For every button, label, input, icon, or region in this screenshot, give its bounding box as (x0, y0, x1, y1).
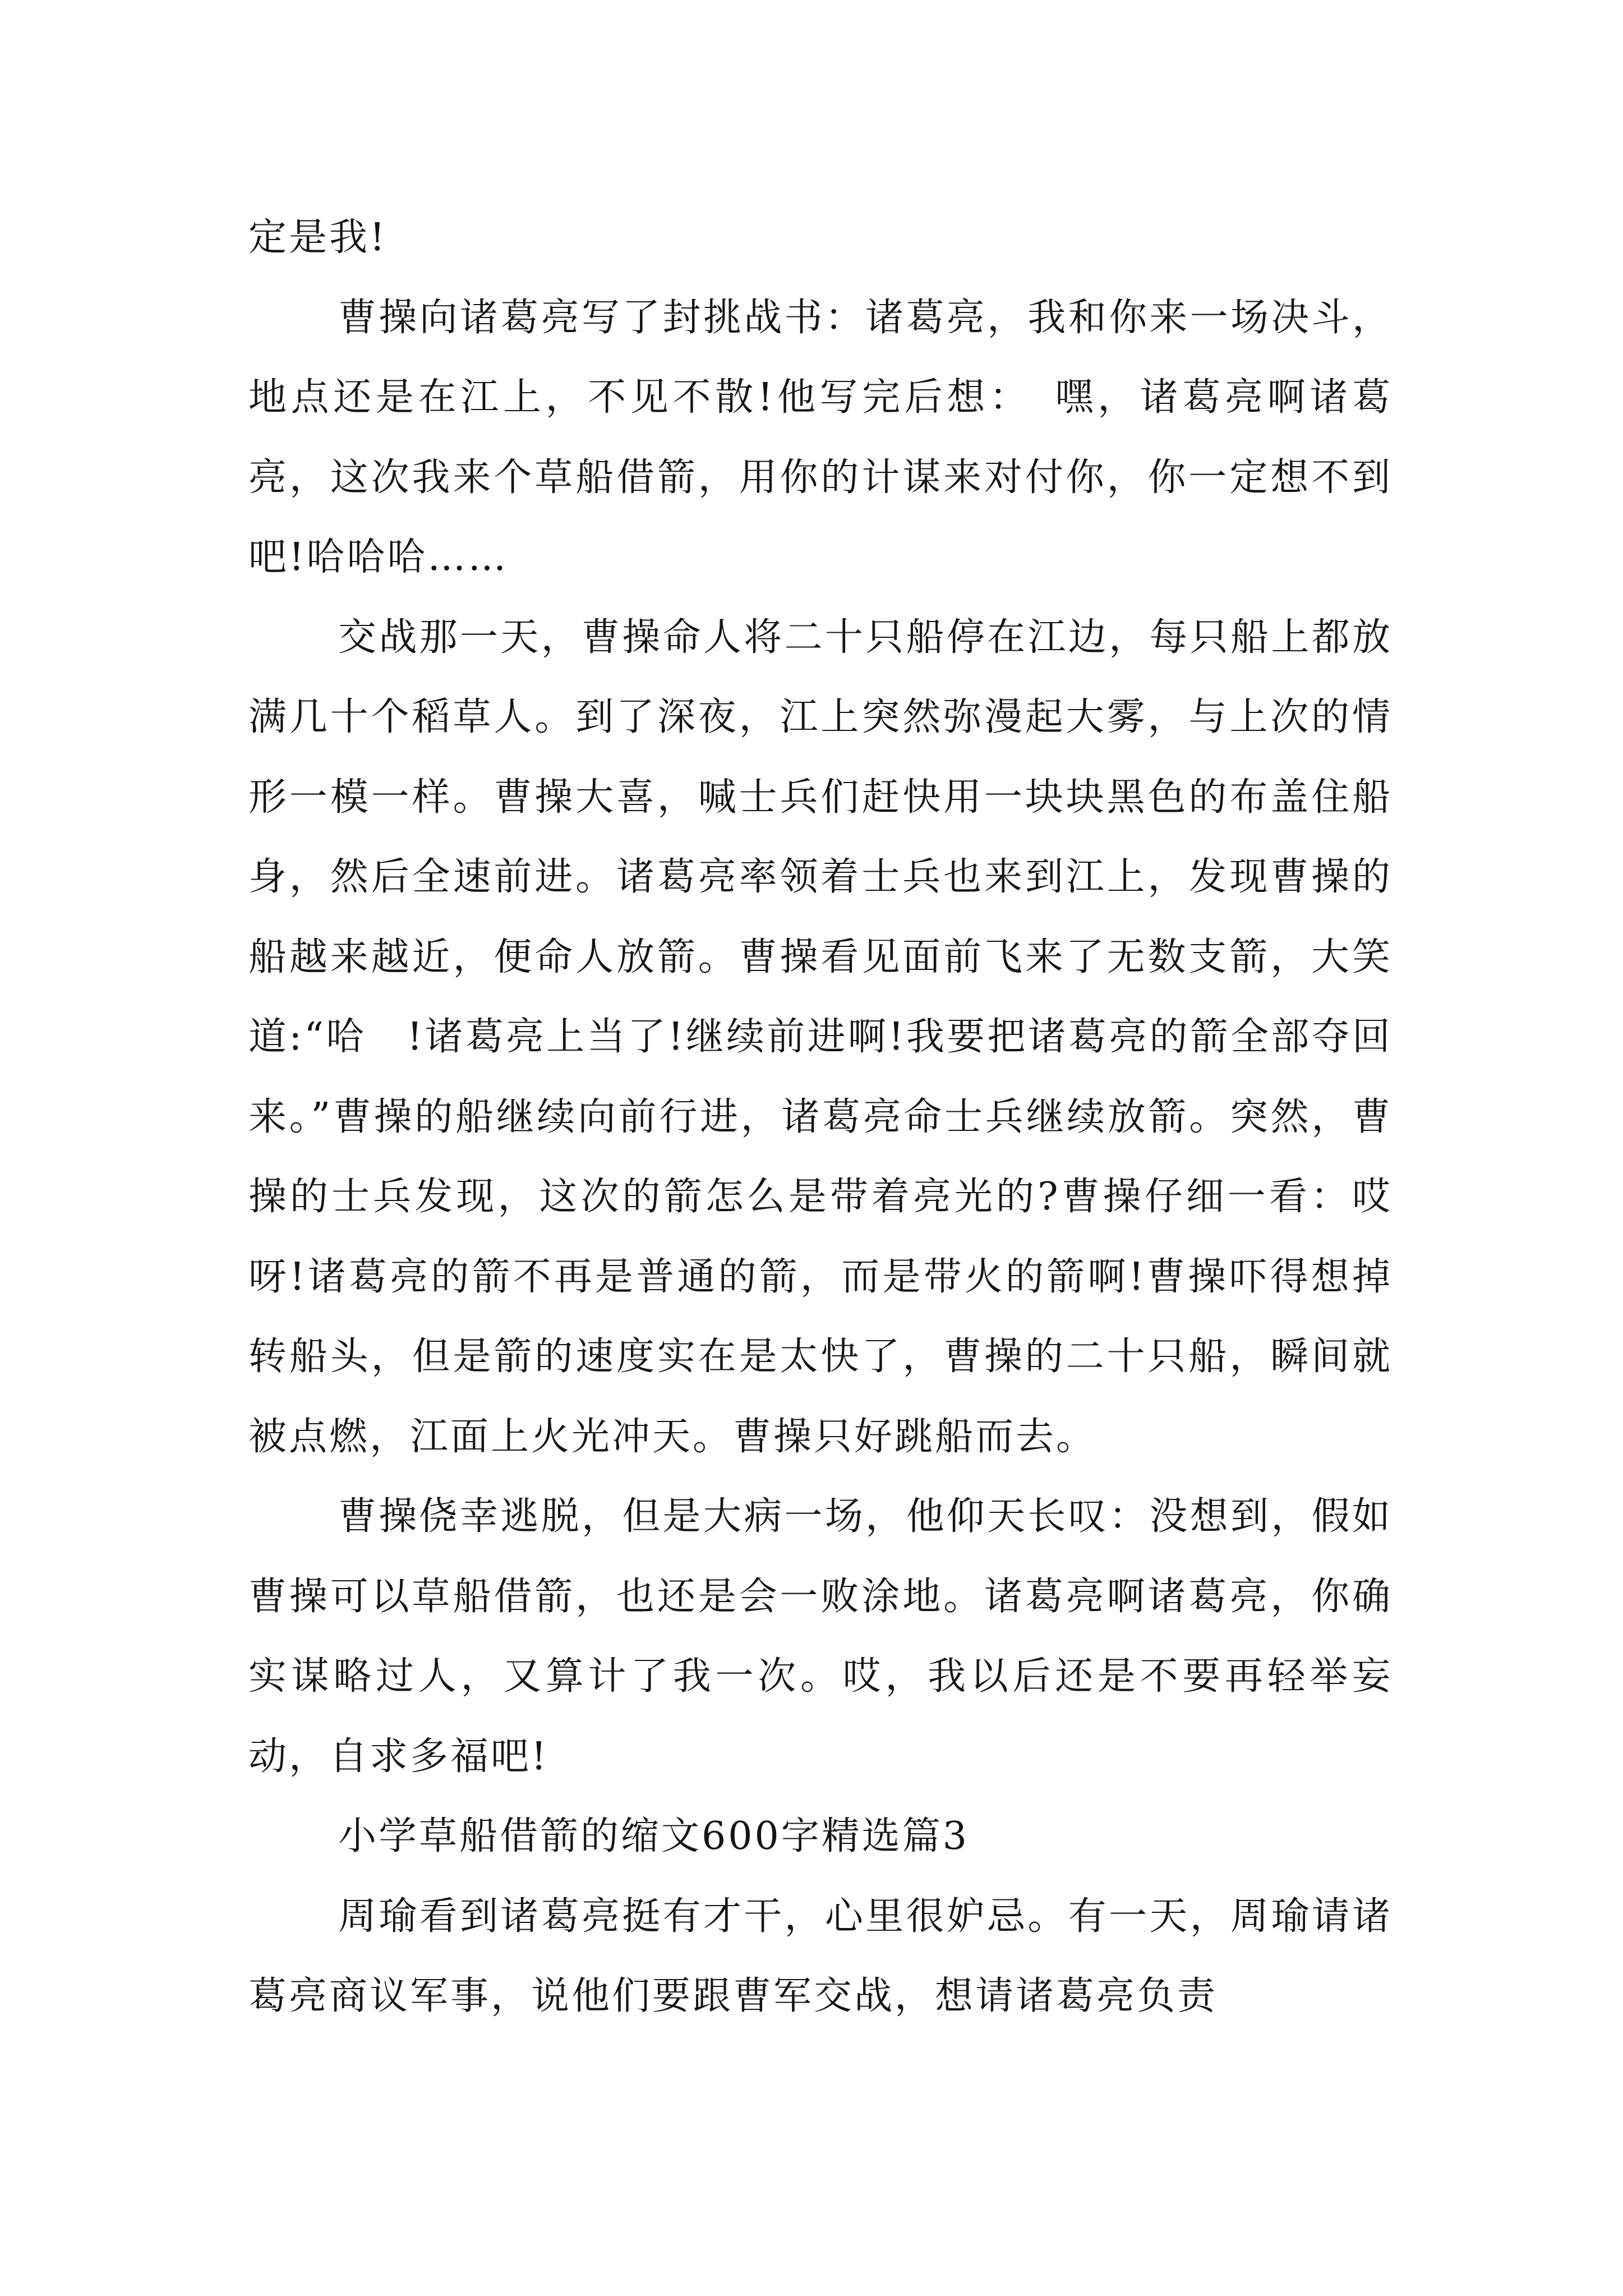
paragraph-challenge-letter: 曹操向诸葛亮写了封挑战书：诸葛亮，我和你来一场决斗，地点还是在江上，不见不散!他写完后想： 嘿，诸葛亮啊诸葛亮，这次我来个草船借箭，用你的计谋来对付你，你一定想不到吧!哈哈哈…… (248, 295, 1393, 579)
document-body (248, 198, 1393, 2037)
paragraph-aftermath: 曹操侥幸逃脱，但是大病一场，他仰天长叹：没想到，假如曹操可以草船借箭，也还是会一败涂地。诸葛亮啊诸葛亮，你确实谋略过人，又算计了我一次。哎，我以后还是不要再轻举妄动，自求多福吧! (248, 1494, 1393, 1779)
paragraph-zhou-yu: 周瑜看到诸葛亮挺有才干，心里很妒忌。有一天，周瑜请诸葛亮商议军事，说他们要跟曹军交战，想请诸葛亮负责 (248, 1894, 1393, 2018)
paragraph-battle: 交战那一天，曹操命人将二十只船停在江边，每只船上都放满几十个稻草人。到了深夜，江上突然弥漫起大雾，与上次的情形一模一样。曹操大喜，喊士兵们赶快用一块块黑色的布盖住船身，然后全速前进。诸葛亮率领着士兵也来到江上，发现曹操的船越来越近，便命人放箭。曹操看见面前飞来了无数支箭，大笑道:“哈 !诸葛亮上当了!继续前进啊!我要把诸葛亮的箭全部夺回来。”曹操的船继续向前行进，诸葛亮命士兵继续放箭。突然，曹操的士兵发现，这次的箭怎么是带着亮光的?曹操仔细一看：哎呀!诸葛亮的箭不再是普通的箭，而是带火的箭啊!曹操吓得想掉转船头，但是箭的速度实在是太快了，曹操的二十只船，瞬间就被点燃，江面上火光冲天。曹操只好跳船而去。 (248, 615, 1393, 1459)
paragraph-continuation: 定是我! (248, 215, 388, 260)
section-heading: 小学草船借箭的缩文600字精选篇3 (338, 1814, 970, 1858)
